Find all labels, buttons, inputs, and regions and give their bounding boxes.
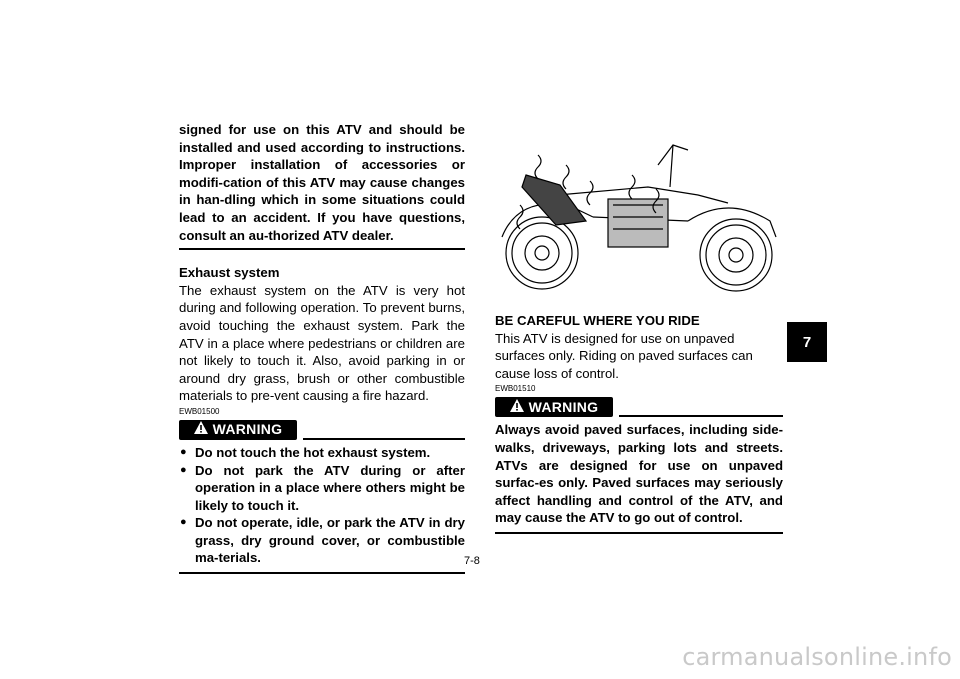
right-column <box>495 312 783 534</box>
warning-rule <box>303 438 465 440</box>
bullet-icon: ● <box>180 445 187 458</box>
divider <box>495 532 783 534</box>
intro-warning-text: signed for use on this ATV and should be installed and used according to instructions. Improper installation of accessories or modifi-cation of this ATV may cause changes in han-dling which in some situations could lead to an accident. If you have questions, consult an au-thorized ATV dealer. <box>179 122 465 243</box>
warning-list <box>179 444 465 567</box>
exhaust-system-body: The exhaust system on the ATV is very hot during and following operation. To prevent burns, avoid touching the exhaust system. Park the ATV in a place where pedestrians or children are not likely to touch it. Also, avoid parking in or around dry grass, brush or other combustible materials to pre-vent causing a fire hazard. <box>179 282 465 404</box>
warning-label: WARNING <box>212 421 283 438</box>
warning-rule <box>619 415 783 417</box>
ride-careful-body: This ATV is designed for use on unpaved surfaces only. Riding on paved surfaces can cause loss of control. <box>495 330 753 381</box>
ride-careful-heading: BE CAREFUL WHERE YOU RIDE <box>495 313 700 328</box>
list-item: ● Do not park the ATV during or after operation in a place where others might be likely to touch it. <box>180 462 465 513</box>
bullet-icon: ● <box>180 516 187 529</box>
watermark: carmanualsonline.info <box>682 643 952 671</box>
warning-badge <box>179 420 297 440</box>
warning-triangle-icon <box>194 421 208 439</box>
warning-header <box>495 395 783 417</box>
divider <box>179 572 465 574</box>
warning-badge <box>495 397 613 417</box>
atv-exhaust-illustration <box>498 125 782 305</box>
warning-triangle-icon <box>510 399 524 417</box>
exhaust-system-heading: Exhaust system <box>179 265 280 281</box>
list-item: ● Do not operate, idle, or park the ATV in dry grass, dry ground cover, or combustible ma-terials. <box>180 515 465 566</box>
warning-code: EWB01510 <box>495 384 536 394</box>
divider <box>179 248 465 250</box>
paved-surface-warning: Always avoid paved surfaces, including side-walks, driveways, parking lots and streets. ATVs are designed for use on unpaved surfac-es only. Paved surfaces may seriously affect handling and control of the ATV, and may cause the ATV to go out of control. <box>495 422 783 526</box>
warning-header <box>179 418 465 440</box>
warning-code: EWB01500 <box>179 406 220 416</box>
left-column <box>179 121 465 574</box>
list-item: ● Do not touch the hot exhaust system. <box>180 444 431 460</box>
bullet-icon: ● <box>180 463 187 476</box>
chapter-tab: 7 <box>787 322 827 362</box>
page-number: 7-8 <box>464 555 480 567</box>
warning-label: WARNING <box>528 398 599 415</box>
